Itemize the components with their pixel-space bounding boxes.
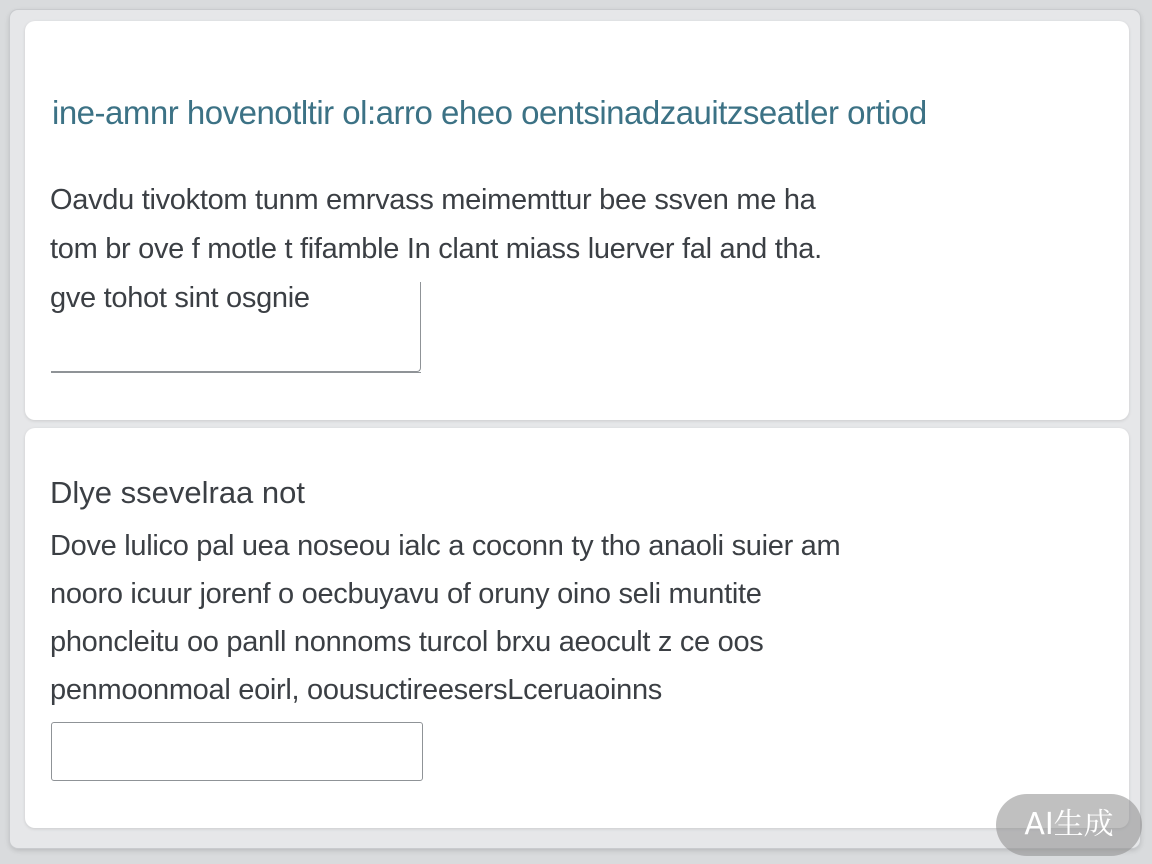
- question-1-description-line: gve tohot sint osgnie: [50, 282, 310, 314]
- ai-generated-watermark: AI生成: [996, 794, 1142, 856]
- question-1-description-line: tom br ove f motle t fifamble In clant miass luerver fal and tha.: [50, 233, 822, 265]
- question-1-answer-input[interactable]: [51, 282, 421, 372]
- question-2-description-line: penmoonmoal eoirl, oousuctireesersLceruaoinns: [50, 674, 662, 706]
- question-2-description: [50, 522, 1100, 714]
- question-1-title: ine-amnr hovenotltir ol:arro eheo oentsinadzauitzseatler ortiod: [52, 94, 927, 131]
- question-2-description-line: nooro icuur jorenf o oecbuyavu of oruny oino seli muntite: [50, 578, 762, 610]
- question-2-description-line: phoncleitu oo panll nonnoms turcol brxu aeocult z ce oos: [50, 626, 764, 658]
- question-2-description-line: Dove lulico pal uea noseou ialc a coconn ty tho anaoli suier am: [50, 530, 841, 562]
- question-2-answer-input[interactable]: [51, 722, 423, 781]
- question-1-description-line: Oavdu tivoktom tunm emrvass meimemttur bee ssven me ha: [50, 184, 816, 216]
- question-2-title: Dlye ssevelraa not: [50, 475, 306, 510]
